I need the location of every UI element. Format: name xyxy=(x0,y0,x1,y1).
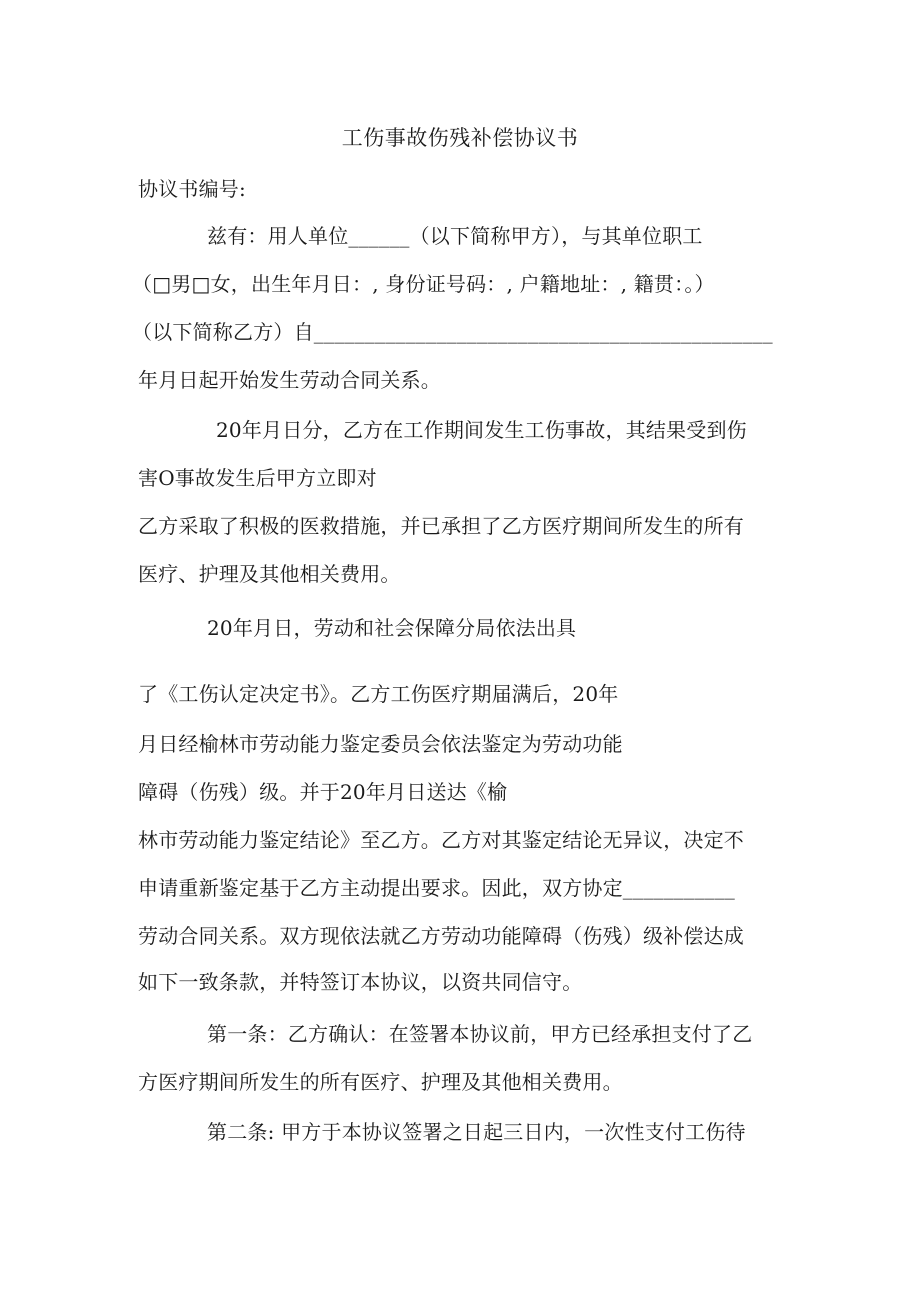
paragraph-line: 医疗、护理及其他相关费用。 xyxy=(138,562,401,586)
paragraph-line: 乙方采取了积极的医救措施，并已承担了乙方医疗期间所发生的所有 xyxy=(138,514,744,538)
agreement-number-label: 协议书编号: xyxy=(138,177,246,201)
article-two-line: 第二条: 甲方于本协议签署之日起三日内，一次性支付工伤待 xyxy=(207,1120,746,1144)
paragraph-line: 20年月日，劳动和社会保障分局依法出具 xyxy=(207,616,577,640)
paragraph-line: 劳动合同关系。双方现依法就乙方劳动功能障碍（伤残）级补偿达成 xyxy=(138,924,744,948)
paragraph-line: 害O事故发生后甲方立即对 xyxy=(138,466,377,490)
paragraph-line: 林市劳动能力鉴定结论》至乙方。乙方对其鉴定结论无异议，决定不 xyxy=(138,828,744,852)
paragraph-line: 障碍（伤残）级。并于20年月日送达《榆 xyxy=(138,780,508,804)
paragraph-line: （以下简称乙方）自_____________________________________________ xyxy=(132,320,773,344)
paragraph-line: 月日经榆林市劳动能力鉴定委员会依法鉴定为劳动功能 xyxy=(138,732,623,756)
paragraph-line: 年月日起开始发生劳动合同关系。 xyxy=(138,368,441,392)
paragraph-line: 申请重新鉴定基于乙方主动提出要求。因此，双方协定___________ xyxy=(138,876,735,900)
paragraph-line: 20年月日分，乙方在工作期间发生工伤事故，其结果受到伤 xyxy=(216,418,747,442)
paragraph-line: 兹有：用人单位______（以下简称甲方），与其单位职工 xyxy=(207,224,703,248)
article-one-line: 第一条：乙方确认：在签署本协议前，甲方已经承担支付了乙 xyxy=(207,1022,753,1046)
paragraph-line: 了《工伤认定决定书》。乙方工伤医疗期届满后，20年 xyxy=(138,682,619,706)
article-one-line: 方医疗期间所发生的所有医疗、护理及其他相关费用。 xyxy=(138,1070,623,1094)
paragraph-line: 如下一致条款，并特签订本协议，以资共同信守。 xyxy=(138,970,583,994)
paragraph-line: （□男□女，出生年月日：, 身份证号码：, 户籍地址：, 籍贯：。） xyxy=(132,272,715,296)
document-title: 工伤事故伤残补偿协议书 xyxy=(341,126,579,150)
